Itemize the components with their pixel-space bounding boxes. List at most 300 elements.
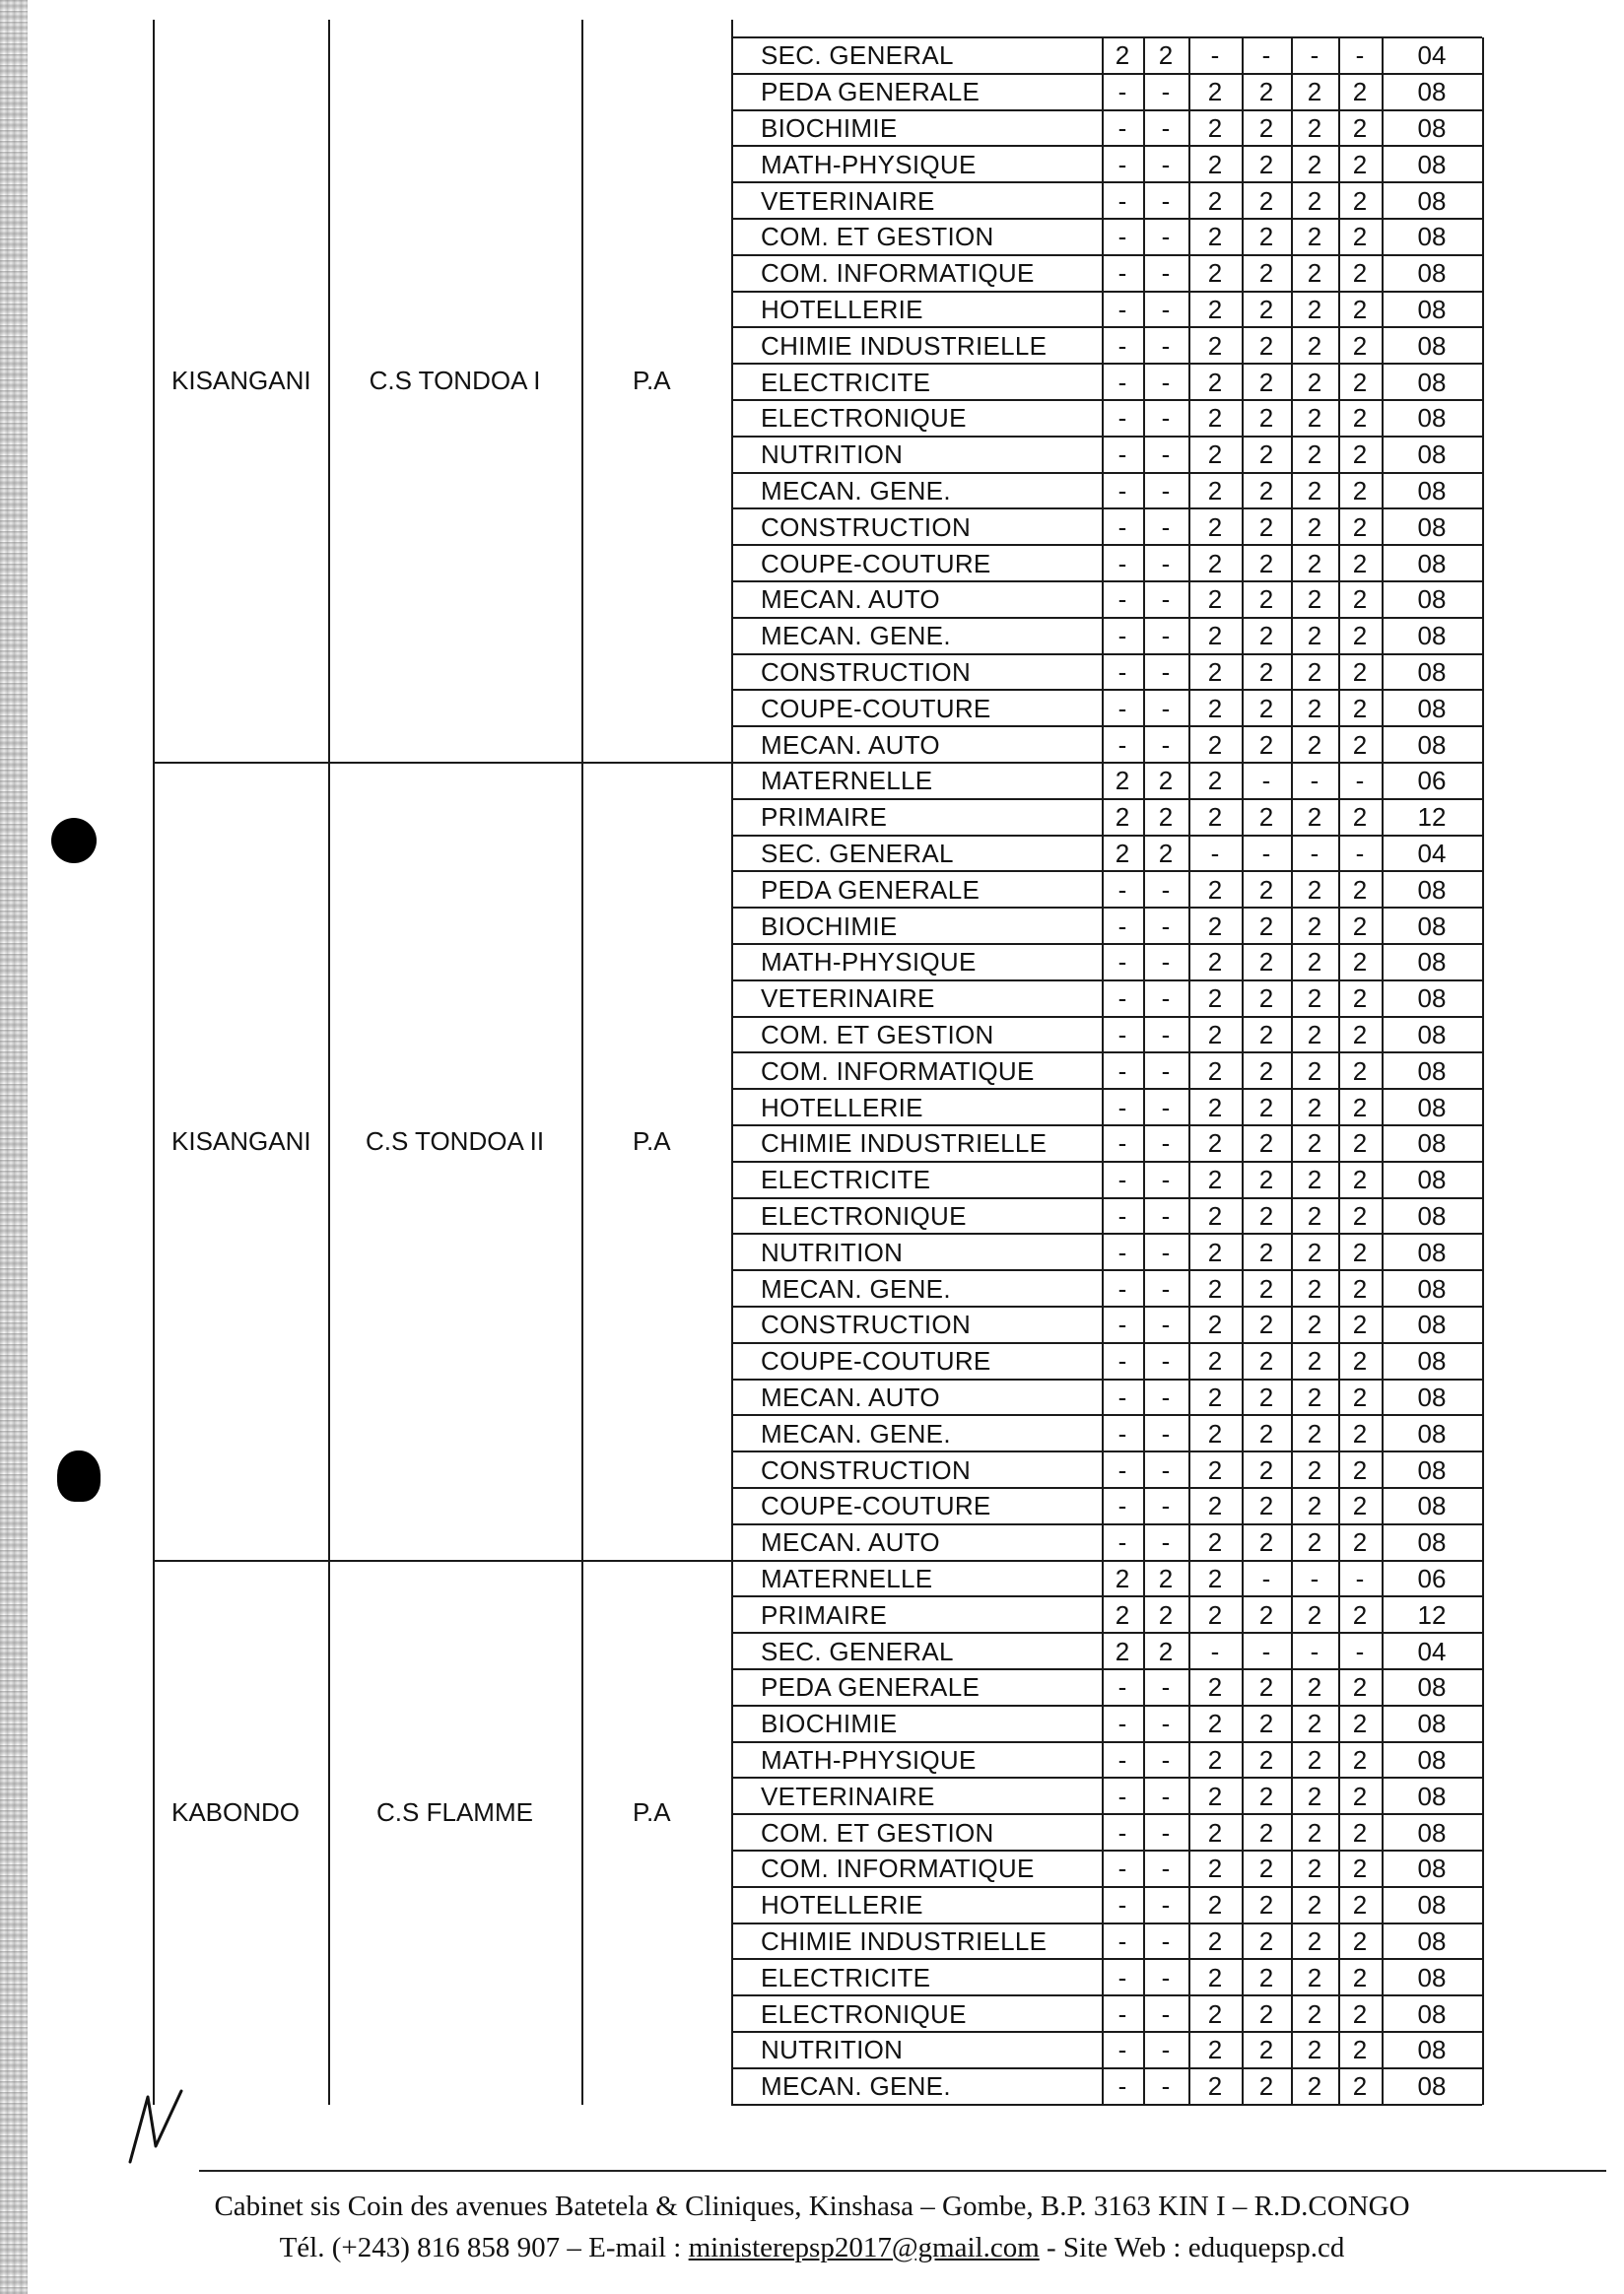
option-label: PEDA GENERALE	[761, 1672, 981, 1703]
option-label: COM. ET GESTION	[761, 1019, 994, 1049]
year-count-cell: -	[1161, 258, 1171, 289]
year-count-cell: 2	[1207, 1165, 1223, 1195]
total-cell: 08	[1417, 1491, 1447, 1521]
table-row	[0, 1669, 1624, 1706]
option-label: MATH-PHYSIQUE	[761, 947, 977, 978]
year-count-cell: 2	[1207, 77, 1223, 107]
total-cell: 08	[1417, 1310, 1447, 1340]
year-count-cell: 2	[1258, 1709, 1274, 1739]
year-count-cell: 2	[1352, 656, 1368, 687]
row-divider	[731, 36, 1482, 38]
year-count-cell: 2	[1352, 1310, 1368, 1340]
year-count-cell: 2	[1307, 1962, 1322, 1992]
year-count-cell: 2	[1207, 621, 1223, 651]
year-count-cell: 2	[1352, 1709, 1368, 1739]
table-row	[0, 1561, 1624, 1597]
option-label: ELECTRONIQUE	[761, 1998, 967, 2029]
year-count-cell: -	[1261, 838, 1271, 868]
year-count-cell: -	[1161, 1418, 1171, 1449]
year-count-cell: -	[1117, 2071, 1127, 2102]
column-rule	[1291, 37, 1293, 2105]
year-count-cell: -	[1117, 185, 1127, 216]
year-count-cell: 2	[1352, 294, 1368, 324]
total-cell: 08	[1417, 77, 1447, 107]
column-rule	[1242, 37, 1244, 2105]
year-count-cell: -	[1117, 1925, 1127, 1956]
year-count-cell: 2	[1307, 1418, 1322, 1449]
year-count-cell: -	[1261, 1563, 1271, 1593]
year-count-cell: -	[1310, 838, 1320, 868]
year-count-cell: 2	[1352, 874, 1368, 905]
year-count-cell: 2	[1352, 1454, 1368, 1485]
total-cell: 08	[1417, 1237, 1447, 1267]
option-label: HOTELLERIE	[761, 1092, 923, 1122]
year-count-cell: 2	[1352, 439, 1368, 470]
year-count-cell: -	[1161, 1382, 1171, 1412]
year-count-cell: -	[1310, 766, 1320, 796]
year-count-cell: 2	[1352, 222, 1368, 252]
option-label: MECAN. GENE.	[761, 2071, 951, 2102]
year-count-cell: -	[1310, 1636, 1320, 1666]
year-count-cell: 2	[1307, 1781, 1322, 1811]
total-cell: 08	[1417, 1998, 1447, 2029]
year-count-cell: -	[1161, 294, 1171, 324]
year-count-cell: 2	[1207, 1310, 1223, 1340]
signature-mark	[126, 2087, 185, 2166]
year-count-cell: -	[1161, 1709, 1171, 1739]
year-count-cell: 2	[1307, 1854, 1322, 1884]
year-count-cell: 2	[1115, 838, 1130, 868]
year-count-cell: 2	[1352, 1055, 1368, 1086]
year-count-cell: 2	[1158, 1599, 1174, 1630]
year-count-cell: -	[1117, 1744, 1127, 1775]
year-count-cell: -	[1161, 1854, 1171, 1884]
table-row	[0, 836, 1624, 872]
year-count-cell: -	[1117, 1781, 1127, 1811]
year-count-cell: -	[1117, 1092, 1127, 1122]
year-count-cell: -	[1161, 621, 1171, 651]
year-count-cell: -	[1117, 729, 1127, 760]
group-divider	[153, 1560, 731, 1562]
year-count-cell: 2	[1115, 1599, 1130, 1630]
year-count-cell: -	[1117, 1165, 1127, 1195]
year-count-cell: -	[1117, 1817, 1127, 1848]
year-count-cell: 2	[1207, 874, 1223, 905]
total-cell: 08	[1417, 693, 1447, 723]
year-count-cell: 2	[1207, 258, 1223, 289]
option-label: MECAN. GENE.	[761, 1418, 951, 1449]
year-count-cell: 2	[1258, 947, 1274, 978]
total-cell: 06	[1417, 1563, 1447, 1593]
year-count-cell: 2	[1258, 1310, 1274, 1340]
year-count-cell: -	[1310, 40, 1320, 71]
year-count-cell: -	[1117, 1454, 1127, 1485]
year-count-cell: 2	[1307, 1925, 1322, 1956]
total-cell: 08	[1417, 1165, 1447, 1195]
year-count-cell: 2	[1115, 1636, 1130, 1666]
year-count-cell: -	[1117, 330, 1127, 361]
year-count-cell: -	[1161, 1781, 1171, 1811]
year-count-cell: 2	[1258, 1019, 1274, 1049]
year-count-cell: 2	[1258, 983, 1274, 1014]
year-count-cell: 2	[1352, 693, 1368, 723]
year-count-cell: -	[1117, 403, 1127, 434]
year-count-cell: 2	[1207, 112, 1223, 143]
year-count-cell: -	[1117, 947, 1127, 978]
school-type-label: P.A	[633, 1126, 671, 1157]
total-cell: 08	[1417, 511, 1447, 542]
year-count-cell: -	[1161, 511, 1171, 542]
year-count-cell: 2	[1307, 1055, 1322, 1086]
year-count-cell: 2	[1207, 511, 1223, 542]
year-count-cell: -	[1261, 1636, 1271, 1666]
total-cell: 08	[1417, 1672, 1447, 1703]
year-count-cell: 2	[1207, 367, 1223, 397]
table-row	[0, 74, 1624, 110]
year-count-cell: -	[1161, 584, 1171, 615]
year-count-cell: -	[1117, 258, 1127, 289]
year-count-cell: 2	[1352, 1092, 1368, 1122]
year-count-cell: 2	[1352, 403, 1368, 434]
option-label: COUPE-COUTURE	[761, 1491, 991, 1521]
year-count-cell: -	[1210, 40, 1220, 71]
year-count-cell: -	[1117, 1310, 1127, 1340]
option-label: BIOCHIMIE	[761, 112, 898, 143]
table-row	[0, 871, 1624, 908]
option-label: MECAN. AUTO	[761, 1382, 940, 1412]
total-cell: 08	[1417, 222, 1447, 252]
year-count-cell: -	[1161, 330, 1171, 361]
year-count-cell: -	[1161, 403, 1171, 434]
year-count-cell: -	[1117, 983, 1127, 1014]
year-count-cell: 2	[1207, 330, 1223, 361]
year-count-cell: 2	[1258, 729, 1274, 760]
table-row	[0, 1596, 1624, 1633]
table-row	[0, 726, 1624, 763]
table-row	[0, 1923, 1624, 1960]
table-row	[0, 182, 1624, 219]
option-label: HOTELLERIE	[761, 1890, 923, 1921]
year-count-cell: 2	[1352, 1200, 1368, 1231]
year-count-cell: 2	[1307, 1998, 1322, 2029]
year-count-cell: -	[1161, 1055, 1171, 1086]
total-cell: 08	[1417, 548, 1447, 578]
option-label: SEC. GENERAL	[761, 40, 954, 71]
year-count-cell: 2	[1207, 1962, 1223, 1992]
table-row	[0, 545, 1624, 581]
year-count-cell: 2	[1258, 656, 1274, 687]
total-cell: 08	[1417, 1817, 1447, 1848]
table-row	[0, 581, 1624, 618]
option-label: VETERINAIRE	[761, 185, 935, 216]
year-count-cell: 2	[1258, 330, 1274, 361]
year-count-cell: -	[1161, 1527, 1171, 1558]
school-type-label: P.A	[633, 365, 671, 395]
year-count-cell: 2	[1207, 294, 1223, 324]
total-cell: 08	[1417, 621, 1447, 651]
year-count-cell: -	[1161, 2035, 1171, 2065]
total-cell: 08	[1417, 1709, 1447, 1739]
year-count-cell: 2	[1307, 1890, 1322, 1921]
school-type-label: P.A	[633, 1797, 671, 1828]
year-count-cell: -	[1161, 1200, 1171, 1231]
year-count-cell: -	[1117, 149, 1127, 179]
year-count-cell: 2	[1307, 1491, 1322, 1521]
year-count-cell: 2	[1352, 1744, 1368, 1775]
year-count-cell: -	[1117, 1672, 1127, 1703]
year-count-cell: 2	[1207, 548, 1223, 578]
year-count-cell: 2	[1258, 1962, 1274, 1992]
table-row	[0, 1234, 1624, 1270]
year-count-cell: 2	[1307, 1092, 1322, 1122]
total-cell: 08	[1417, 439, 1447, 470]
year-count-cell: 2	[1352, 911, 1368, 941]
total-cell: 08	[1417, 1781, 1447, 1811]
footer-email: ministerepsp2017@gmail.com	[688, 2232, 1040, 2263]
year-count-cell: 2	[1352, 77, 1368, 107]
year-count-cell: -	[1117, 584, 1127, 615]
year-count-cell: 2	[1307, 439, 1322, 470]
option-label: NUTRITION	[761, 1237, 904, 1267]
table-row	[0, 1633, 1624, 1669]
year-count-cell: 2	[1207, 1491, 1223, 1521]
year-count-cell: 2	[1158, 838, 1174, 868]
option-label: COUPE-COUTURE	[761, 1346, 991, 1377]
year-count-cell: 2	[1352, 1599, 1368, 1630]
total-cell: 08	[1417, 403, 1447, 434]
year-count-cell: -	[1117, 112, 1127, 143]
year-count-cell: 2	[1307, 1128, 1322, 1159]
table-row	[0, 1451, 1624, 1488]
year-count-cell: 2	[1352, 548, 1368, 578]
column-rule	[1382, 37, 1384, 2105]
year-count-cell: 2	[1258, 77, 1274, 107]
year-count-cell: 2	[1352, 112, 1368, 143]
year-count-cell: 2	[1352, 258, 1368, 289]
option-label: CONSTRUCTION	[761, 511, 972, 542]
year-count-cell: 2	[1258, 2071, 1274, 2102]
year-count-cell: -	[1117, 511, 1127, 542]
year-count-cell: 2	[1307, 77, 1322, 107]
year-count-cell: 2	[1258, 1491, 1274, 1521]
year-count-cell: 2	[1207, 1200, 1223, 1231]
year-count-cell: -	[1161, 112, 1171, 143]
year-count-cell: 2	[1258, 475, 1274, 506]
year-count-cell: 2	[1207, 1563, 1223, 1593]
table-row	[0, 1270, 1624, 1307]
year-count-cell: -	[1161, 548, 1171, 578]
total-cell: 08	[1417, 1055, 1447, 1086]
option-label: VETERINAIRE	[761, 983, 935, 1014]
table-row	[0, 219, 1624, 255]
year-count-cell: 2	[1207, 475, 1223, 506]
year-count-cell: 2	[1258, 258, 1274, 289]
year-count-cell: 2	[1207, 1382, 1223, 1412]
year-count-cell: 2	[1258, 1672, 1274, 1703]
year-count-cell: 2	[1307, 1744, 1322, 1775]
year-count-cell: -	[1117, 656, 1127, 687]
year-count-cell: -	[1117, 439, 1127, 470]
total-cell: 08	[1417, 1454, 1447, 1485]
year-count-cell: 2	[1352, 1491, 1368, 1521]
table-row	[0, 1524, 1624, 1561]
total-cell: 08	[1417, 1744, 1447, 1775]
year-count-cell: -	[1117, 475, 1127, 506]
year-count-cell: -	[1161, 1491, 1171, 1521]
total-cell: 08	[1417, 367, 1447, 397]
column-rule	[1482, 37, 1484, 2105]
total-cell: 08	[1417, 112, 1447, 143]
year-count-cell: 2	[1258, 693, 1274, 723]
year-count-cell: 2	[1207, 1055, 1223, 1086]
year-count-cell: -	[1161, 1890, 1171, 1921]
year-count-cell: -	[1161, 983, 1171, 1014]
total-cell: 08	[1417, 1346, 1447, 1377]
total-cell: 08	[1417, 2071, 1447, 2102]
year-count-cell: -	[1161, 1672, 1171, 1703]
year-count-cell: 2	[1258, 1273, 1274, 1304]
year-count-cell: 2	[1158, 40, 1174, 71]
table-row	[0, 1198, 1624, 1235]
column-rule	[1102, 37, 1104, 2105]
total-cell: 08	[1417, 1092, 1447, 1122]
option-label: CHIMIE INDUSTRIELLE	[761, 1925, 1048, 1956]
year-count-cell: 2	[1258, 403, 1274, 434]
year-count-cell: 2	[1352, 185, 1368, 216]
year-count-cell: -	[1117, 1418, 1127, 1449]
column-rule	[1188, 37, 1190, 2105]
table-row	[0, 980, 1624, 1017]
year-count-cell: 2	[1115, 40, 1130, 71]
column-rule	[328, 20, 330, 2105]
total-cell: 08	[1417, 294, 1447, 324]
year-count-cell: 2	[1258, 367, 1274, 397]
year-count-cell: 2	[1258, 1599, 1274, 1630]
option-label: MATERNELLE	[761, 766, 933, 796]
year-count-cell: -	[1161, 222, 1171, 252]
year-count-cell: 2	[1207, 656, 1223, 687]
option-label: COUPE-COUTURE	[761, 693, 991, 723]
year-count-cell: 2	[1258, 802, 1274, 833]
year-count-cell: -	[1161, 475, 1171, 506]
year-count-cell: -	[1355, 1563, 1365, 1593]
table-row	[0, 255, 1624, 292]
year-count-cell: 2	[1258, 1781, 1274, 1811]
total-cell: 08	[1417, 1273, 1447, 1304]
table-row	[0, 37, 1624, 74]
year-count-cell: 2	[1307, 258, 1322, 289]
option-label: NUTRITION	[761, 2035, 904, 2065]
total-cell: 06	[1417, 766, 1447, 796]
table-row	[0, 1343, 1624, 1380]
option-label: VETERINAIRE	[761, 1781, 935, 1811]
table-row	[0, 1017, 1624, 1053]
year-count-cell: -	[1117, 1200, 1127, 1231]
year-count-cell: -	[1161, 1962, 1171, 1992]
year-count-cell: 2	[1258, 911, 1274, 941]
year-count-cell: 2	[1307, 693, 1322, 723]
table-row	[0, 292, 1624, 328]
year-count-cell: 2	[1352, 1165, 1368, 1195]
total-cell: 08	[1417, 185, 1447, 216]
year-count-cell: 2	[1307, 367, 1322, 397]
total-cell: 08	[1417, 1128, 1447, 1159]
year-count-cell: -	[1161, 729, 1171, 760]
option-label: BIOCHIMIE	[761, 911, 898, 941]
option-label: MECAN. GENE.	[761, 1273, 951, 1304]
year-count-cell: -	[1261, 766, 1271, 796]
year-count-cell: 2	[1307, 1019, 1322, 1049]
year-count-cell: 2	[1258, 1890, 1274, 1921]
year-count-cell: -	[1355, 40, 1365, 71]
year-count-cell: -	[1117, 367, 1127, 397]
year-count-cell: 2	[1307, 1237, 1322, 1267]
year-count-cell: -	[1161, 1817, 1171, 1848]
footer-phone: Tél. (+243) 816 858 907 – E-mail :	[279, 2232, 689, 2263]
year-count-cell: 2	[1258, 1237, 1274, 1267]
year-count-cell: 2	[1307, 621, 1322, 651]
total-cell: 08	[1417, 1925, 1447, 1956]
year-count-cell: -	[1117, 1019, 1127, 1049]
option-label: SEC. GENERAL	[761, 1636, 954, 1666]
year-count-cell: -	[1355, 838, 1365, 868]
year-count-cell: -	[1161, 911, 1171, 941]
column-rule	[1143, 37, 1145, 2105]
year-count-cell: 2	[1207, 693, 1223, 723]
year-count-cell: -	[1261, 40, 1271, 71]
year-count-cell: 2	[1307, 149, 1322, 179]
year-count-cell: 2	[1352, 1890, 1368, 1921]
total-cell: 08	[1417, 1200, 1447, 1231]
year-count-cell: 2	[1307, 1817, 1322, 1848]
year-count-cell: 2	[1207, 983, 1223, 1014]
year-count-cell: 2	[1307, 1200, 1322, 1231]
year-count-cell: 2	[1307, 2071, 1322, 2102]
total-cell: 08	[1417, 1418, 1447, 1449]
option-label: MATERNELLE	[761, 1563, 933, 1593]
year-count-cell: -	[1355, 1636, 1365, 1666]
year-count-cell: -	[1117, 621, 1127, 651]
year-count-cell: 2	[1207, 1781, 1223, 1811]
year-count-cell: 2	[1258, 1165, 1274, 1195]
table-row	[0, 944, 1624, 980]
year-count-cell: 2	[1207, 1527, 1223, 1558]
year-count-cell: 2	[1352, 1817, 1368, 1848]
year-count-cell: 2	[1352, 511, 1368, 542]
year-count-cell: 2	[1207, 802, 1223, 833]
year-count-cell: -	[1161, 1346, 1171, 1377]
year-count-cell: -	[1161, 1092, 1171, 1122]
year-count-cell: 2	[1307, 1165, 1322, 1195]
year-count-cell: -	[1117, 77, 1127, 107]
city-label: KABONDO	[171, 1797, 301, 1828]
footer-rule	[199, 2170, 1606, 2172]
column-rule	[731, 20, 733, 2105]
year-count-cell: 2	[1258, 548, 1274, 578]
year-count-cell: 2	[1207, 1744, 1223, 1775]
year-count-cell: 2	[1258, 149, 1274, 179]
year-count-cell: -	[1161, 1237, 1171, 1267]
year-count-cell: 2	[1207, 584, 1223, 615]
option-label: COM. ET GESTION	[761, 1817, 994, 1848]
year-count-cell: -	[1161, 1019, 1171, 1049]
option-label: CONSTRUCTION	[761, 1310, 972, 1340]
year-count-cell: 2	[1307, 729, 1322, 760]
year-count-cell: -	[1161, 947, 1171, 978]
year-count-cell: 2	[1307, 403, 1322, 434]
year-count-cell: 2	[1307, 475, 1322, 506]
total-cell: 08	[1417, 874, 1447, 905]
